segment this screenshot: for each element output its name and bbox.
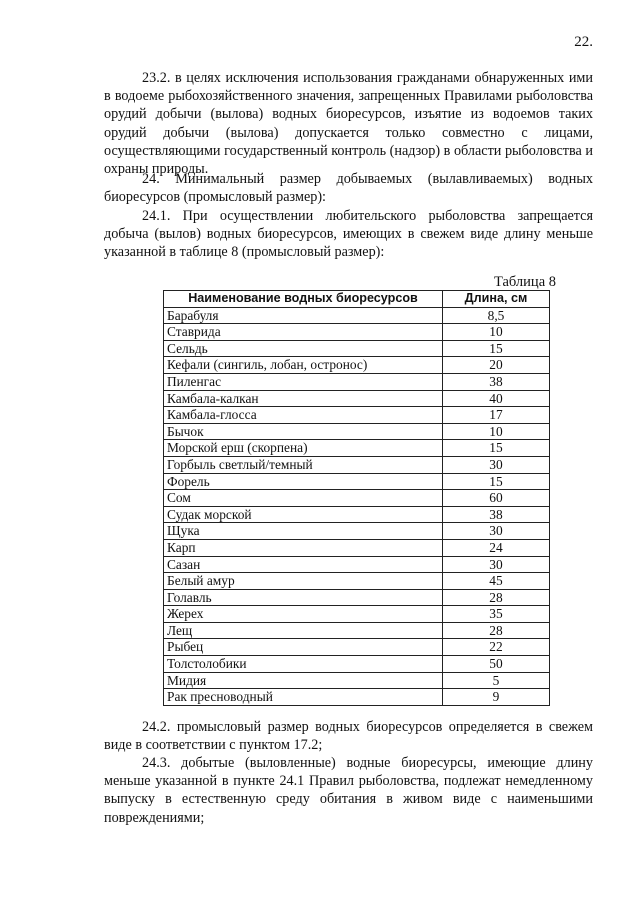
table-row	[164, 539, 550, 556]
species-name: Жерех	[164, 606, 443, 623]
species-length: 15	[443, 473, 550, 490]
table-row	[164, 622, 550, 639]
page-number: 22.	[574, 34, 593, 50]
paragraph-24-2: 24.2. промысловый размер водных биоресурсов определяется в свежем виде в соответствии с пунктом 17.2;	[104, 719, 593, 754]
species-name: Белый амур	[164, 573, 443, 590]
species-length: 10	[443, 324, 550, 341]
species-name: Пиленгас	[164, 373, 443, 390]
species-name: Сазан	[164, 556, 443, 573]
table-row	[164, 340, 550, 357]
species-length: 8,5	[443, 307, 550, 324]
species-length: 20	[443, 357, 550, 374]
table-row	[164, 639, 550, 656]
species-length: 22	[443, 639, 550, 656]
table-row	[164, 390, 550, 407]
species-name: Сом	[164, 490, 443, 507]
paragraph-24-3: 24.3. добытые (выловленные) водные биоресурсы, имеющие длину меньше указанной в пункте 24.1 Правил рыболовства, подлежат немедленному выпуску в естественную среду обитания в живом виде с наименьшими повреждениями;	[104, 755, 593, 826]
table-row	[164, 473, 550, 490]
species-length: 17	[443, 407, 550, 424]
species-name: Ставрида	[164, 324, 443, 341]
table-row	[164, 523, 550, 540]
species-length: 35	[443, 606, 550, 623]
species-name: Толстолобики	[164, 656, 443, 673]
species-length: 40	[443, 390, 550, 407]
species-length: 45	[443, 573, 550, 590]
table-row	[164, 324, 550, 341]
table-row	[164, 423, 550, 440]
species-length: 30	[443, 456, 550, 473]
table-row	[164, 506, 550, 523]
table-row	[164, 672, 550, 689]
species-length: 28	[443, 589, 550, 606]
table-row	[164, 556, 550, 573]
species-length: 28	[443, 622, 550, 639]
species-name: Щука	[164, 523, 443, 540]
column-header-length: Длина, см	[443, 291, 550, 308]
table-caption: Таблица 8	[493, 274, 556, 290]
species-name: Барабуля	[164, 307, 443, 324]
species-length: 15	[443, 440, 550, 457]
species-name: Форель	[164, 473, 443, 490]
table-row	[164, 589, 550, 606]
species-name: Горбыль светлый/темный	[164, 456, 443, 473]
table-header-row	[164, 291, 550, 308]
species-name: Камбала-глосса	[164, 407, 443, 424]
species-name: Сельдь	[164, 340, 443, 357]
table-row	[164, 407, 550, 424]
table-row	[164, 307, 550, 324]
species-length: 10	[443, 423, 550, 440]
species-length: 24	[443, 539, 550, 556]
species-length: 30	[443, 556, 550, 573]
species-length: 15	[443, 340, 550, 357]
species-name: Рыбец	[164, 639, 443, 656]
species-name: Карп	[164, 539, 443, 556]
species-name: Морской ерш (скорпена)	[164, 440, 443, 457]
species-length: 38	[443, 373, 550, 390]
paragraph-24: 24. Минимальный размер добываемых (вылавливаемых) водных биоресурсов (промысловый размер):	[104, 171, 593, 206]
table-row	[164, 456, 550, 473]
species-length: 9	[443, 689, 550, 706]
table-row	[164, 373, 550, 390]
table-row	[164, 689, 550, 706]
species-length: 38	[443, 506, 550, 523]
table-row	[164, 490, 550, 507]
species-length: 5	[443, 672, 550, 689]
table-row	[164, 606, 550, 623]
table-row	[164, 440, 550, 457]
species-name: Рак пресноводный	[164, 689, 443, 706]
paragraph-24-1: 24.1. При осуществлении любительского рыболовства запрещается добыча (вылов) водных биоресурсов, имеющих в свежем виде длину меньше указанной в таблице 8 (промысловый размер):	[104, 208, 593, 261]
paragraph-23-2: 23.2. в целях исключения использования гражданами обнаруженных ими в водоеме рыбохозяйственного значения, запрещенных Правилами рыболовства орудий добычи (вылова) водных биоресурсов, изъятие из водоемов таких орудий добычи (вылова) допускается только совместно с лицами, осуществляющими государственный контроль (надзор) в области рыболовства и охраны природы.	[104, 70, 593, 178]
species-name: Кефали (сингиль, лобан, остронос)	[164, 357, 443, 374]
column-header-name: Наименование водных биоресурсов	[164, 291, 443, 308]
species-name: Судак морской	[164, 506, 443, 523]
species-length: 50	[443, 656, 550, 673]
table-row	[164, 573, 550, 590]
species-length: 60	[443, 490, 550, 507]
species-name: Мидия	[164, 672, 443, 689]
species-name: Бычок	[164, 423, 443, 440]
species-name: Камбала-калкан	[164, 390, 443, 407]
table-row	[164, 357, 550, 374]
min-size-table	[163, 290, 550, 706]
species-name: Лещ	[164, 622, 443, 639]
species-length: 30	[443, 523, 550, 540]
species-name: Голавль	[164, 589, 443, 606]
table-row	[164, 656, 550, 673]
